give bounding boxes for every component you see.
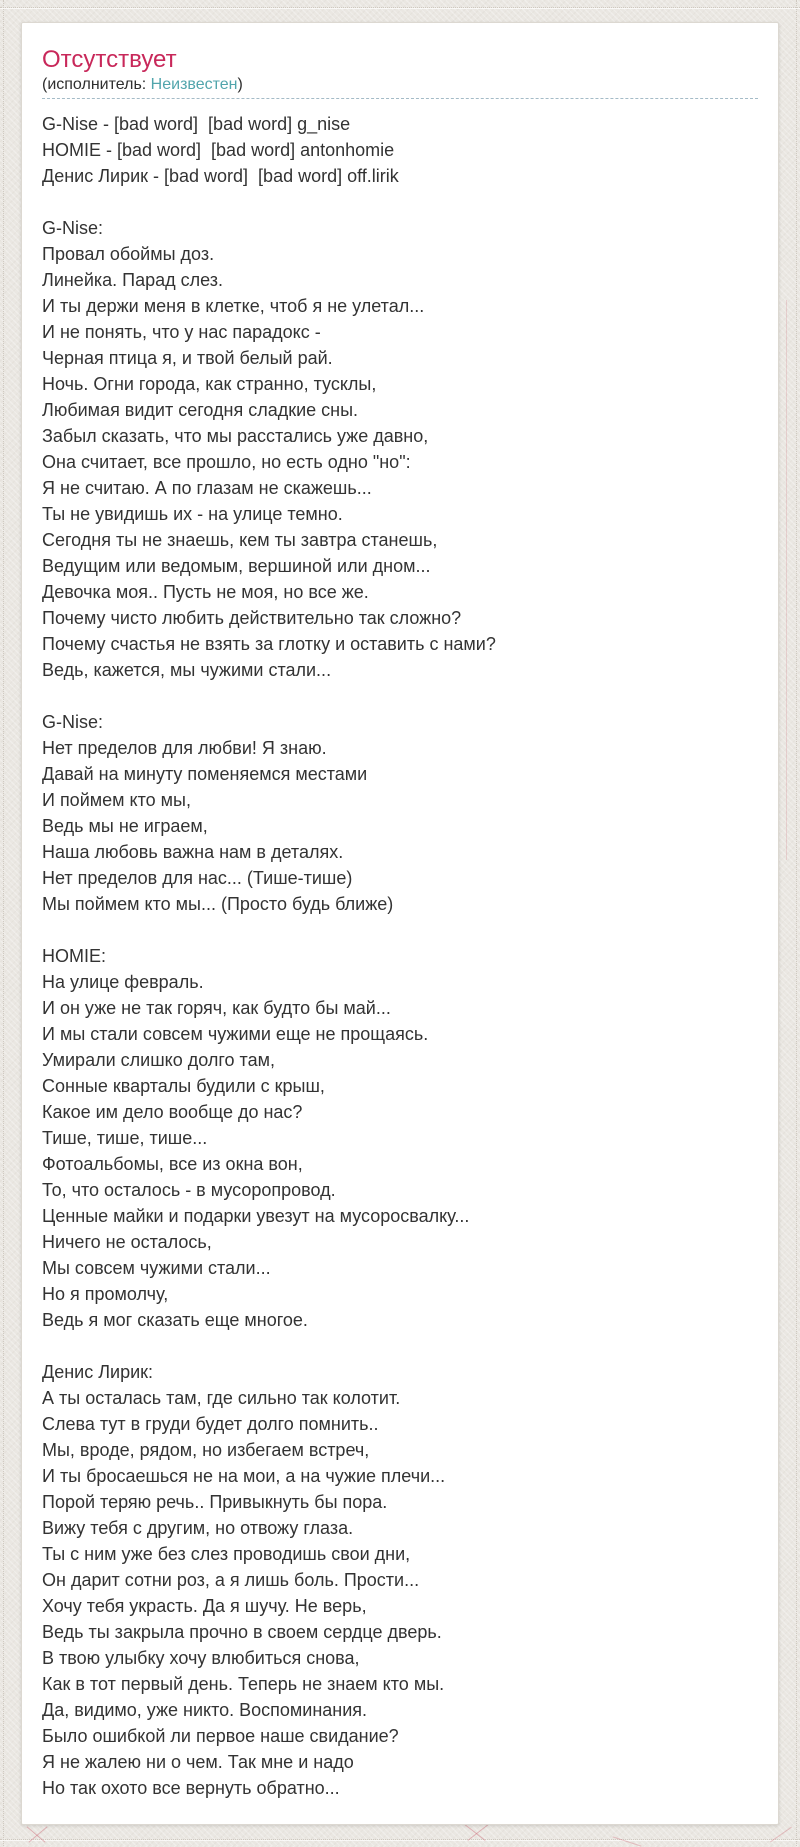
lyric-line: Нет пределов для нас... (Тише-тише) xyxy=(42,868,353,888)
lyric-line xyxy=(42,189,758,215)
lyric-line: И ты держи меня в клетке, чтоб я не улетал... xyxy=(42,296,425,316)
lyric-line: Тише, тише, тише... xyxy=(42,1128,208,1148)
song-title: Отсутствует xyxy=(42,46,177,73)
lyric-line: Ведь ты закрыла прочно в своем сердце дверь. xyxy=(42,1622,442,1642)
lyric-line: И мы стали совсем чужими еще не прощаясь. xyxy=(42,1024,429,1044)
content-card xyxy=(21,22,779,1825)
lyric-line: И поймем кто мы, xyxy=(42,790,191,810)
lyric-line: Денис Лирик - [bad word] [bad word] off.lirik xyxy=(42,166,399,186)
lyric-line: Но так охото все вернуть обратно... xyxy=(42,1778,340,1798)
lyric-line: Наша любовь важна нам в деталях. xyxy=(42,842,344,862)
lyric-line: Мы поймем кто мы... (Просто будь ближе) xyxy=(42,894,394,914)
lyric-line: HOMIE - [bad word] [bad word] antonhomie xyxy=(42,140,395,160)
lyric-line: Ты с ним уже без слез проводишь свои дни, xyxy=(42,1544,411,1564)
lyric-line: Да, видимо, уже никто. Воспоминания. xyxy=(42,1700,368,1720)
lyric-line: Сегодня ты не знаешь, кем ты завтра станешь, xyxy=(42,530,438,550)
lyric-line: Ничего не осталось, xyxy=(42,1232,212,1252)
lyric-line: То, что осталось - в мусоропровод. xyxy=(42,1180,336,1200)
lyric-line: И ты бросаешься не на мои, а на чужие плечи... xyxy=(42,1466,446,1486)
lyric-line: И он уже не так горяч, как будто бы май... xyxy=(42,998,391,1018)
lyric-line: Я не считаю. А по глазам не скажешь... xyxy=(42,478,372,498)
lyric-line: HOMIE: xyxy=(42,946,107,966)
paper-thread xyxy=(467,1824,488,1841)
lyric-line: Как в тот первый день. Теперь не знаем кто мы. xyxy=(42,1674,445,1694)
artist-label-prefix: (исполнитель: xyxy=(42,76,151,93)
stitch-line-bottom xyxy=(0,1839,800,1840)
song-header xyxy=(42,47,758,99)
lyric-line: Любимая видит сегодня сладкие сны. xyxy=(42,400,359,420)
lyric-line: Мы, вроде, рядом, но избегаем встреч, xyxy=(42,1440,370,1460)
lyric-line: Линейка. Парад слез. xyxy=(42,270,224,290)
lyric-line xyxy=(42,683,758,709)
lyric-line: Денис Лирик: xyxy=(42,1362,154,1382)
lyric-line: Ценные майки и подарки увезут на мусоросвалку... xyxy=(42,1206,470,1226)
lyric-line: Порой теряю речь.. Привыкнуть бы пора. xyxy=(42,1492,388,1512)
lyric-line: Почему счастья не взять за глотку и оставить с нами? xyxy=(42,634,496,654)
lyric-line: А ты осталась там, где сильно так колотит. xyxy=(42,1388,401,1408)
paper-thread xyxy=(786,300,787,860)
paper-thread xyxy=(26,1826,45,1842)
lyric-line: Умирали слишко долго там, xyxy=(42,1050,275,1070)
lyric-line: Давай на минуту поменяемся местами xyxy=(42,764,368,784)
lyric-line: Хочу тебя украсть. Да я шучу. Не верь, xyxy=(42,1596,367,1616)
lyric-line: В твою улыбку хочу влюбиться снова, xyxy=(42,1648,360,1668)
paper-thread xyxy=(28,1826,47,1842)
lyric-line: Девочка моя.. Пусть не моя, но все же. xyxy=(42,582,369,602)
lyric-line xyxy=(42,1333,758,1359)
stitch-line-right xyxy=(796,0,797,1846)
lyric-line: Но я промолчу, xyxy=(42,1284,169,1304)
lyric-line: Черная птица я, и твой белый рай. xyxy=(42,348,333,368)
lyric-line: G-Nise: xyxy=(42,712,104,732)
lyric-line: Она считает, все прошло, но есть одно "но": xyxy=(42,452,411,472)
lyric-line: Нет пределов для любви! Я знаю. xyxy=(42,738,327,758)
lyrics-text xyxy=(42,111,758,1801)
lyric-line: Ты не увидишь их - на улице темно. xyxy=(42,504,343,524)
lyric-line: Провал обоймы доз. xyxy=(42,244,215,264)
paper-thread xyxy=(464,1824,485,1841)
lyric-line: G-Nise: xyxy=(42,218,104,238)
lyric-line: Вижу тебя с другим, но отвожу глаза. xyxy=(42,1518,354,1538)
paper-thread xyxy=(770,1827,792,1843)
lyric-line: Сонные кварталы будили с крыш, xyxy=(42,1076,325,1096)
lyric-line xyxy=(42,917,758,943)
stitch-line-top xyxy=(0,7,800,8)
artist-label-suffix: ) xyxy=(237,76,243,93)
lyric-line: Ночь. Огни города, как странно, тусклы, xyxy=(42,374,377,394)
lyric-line: Было ошибкой ли первое наше свидание? xyxy=(42,1726,399,1746)
artist-link[interactable]: Неизвестен xyxy=(150,76,238,93)
lyric-line: Ведущим или ведомым, вершиной или дном... xyxy=(42,556,431,576)
lyric-line: На улице февраль. xyxy=(42,972,204,992)
lyric-line: Слева тут в груди будет долго помнить.. xyxy=(42,1414,379,1434)
paper-thread xyxy=(613,1836,642,1846)
lyric-line: Он дарит сотни роз, а я лишь боль. Прости... xyxy=(42,1570,420,1590)
lyric-line: Ведь я мог сказать еще многое. xyxy=(42,1310,308,1330)
lyric-line: Я не жалею ни о чем. Так мне и надо xyxy=(42,1752,354,1772)
lyric-line: Почему чисто любить действительно так сложно? xyxy=(42,608,462,628)
lyric-line: Забыл сказать, что мы расстались уже давно, xyxy=(42,426,429,446)
lyric-line: Какое им дело вообще до нас? xyxy=(42,1102,303,1122)
lyric-line: И не понять, что у нас парадокс - xyxy=(42,322,321,342)
lyric-line: Ведь мы не играем, xyxy=(42,816,208,836)
lyric-line: Мы совсем чужими стали... xyxy=(42,1258,271,1278)
lyric-line: Фотоальбомы, все из окна вон, xyxy=(42,1154,303,1174)
lyric-line: G-Nise - [bad word] [bad word] g_nise xyxy=(42,114,351,134)
stitch-line-left xyxy=(3,0,4,1846)
artist-line xyxy=(42,76,758,94)
lyric-line: Ведь, кажется, мы чужими стали... xyxy=(42,660,332,680)
